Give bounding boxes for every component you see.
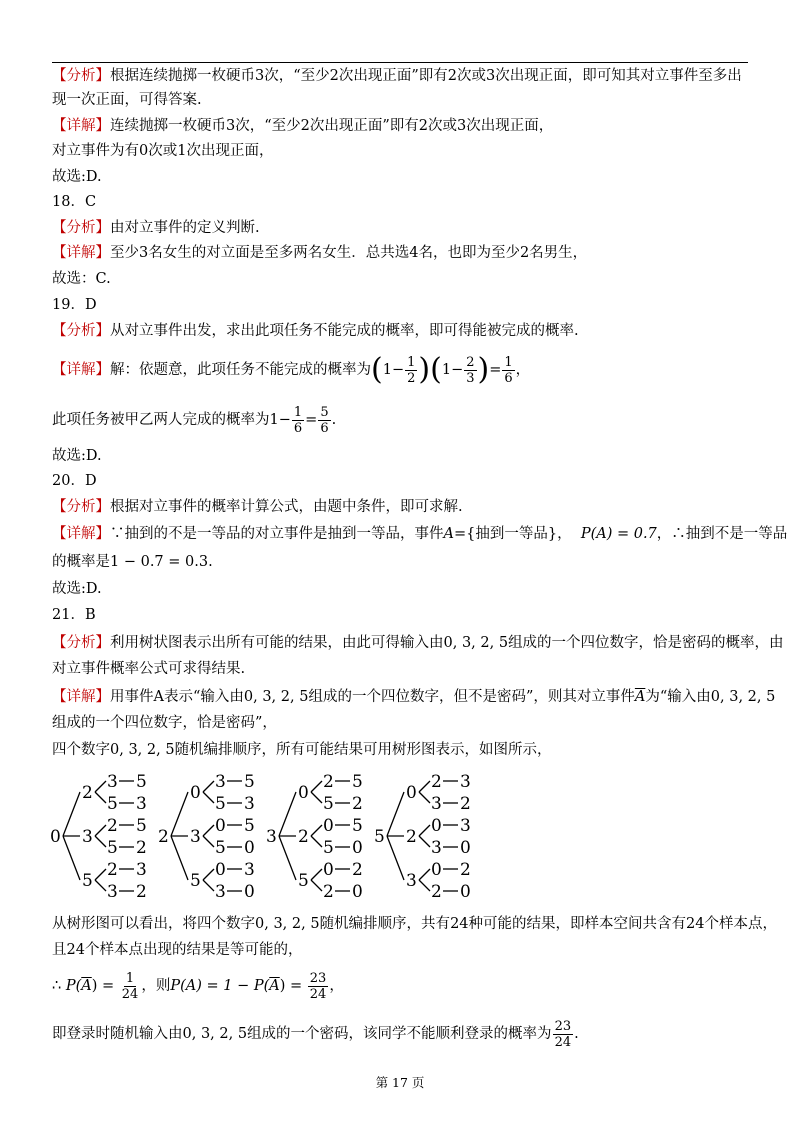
analysis-tag: 【分析】 xyxy=(52,323,110,339)
tree-leaf: 0 xyxy=(460,882,471,902)
tree-leaf: 3 xyxy=(460,816,471,836)
tree-leaf: 5 xyxy=(136,772,147,792)
tree-node: 5 xyxy=(82,871,93,891)
tree-root: 2 xyxy=(158,827,169,847)
q18-analysis: 【分析】由对立事件的定义判断. xyxy=(52,220,260,236)
tree-leaf: 2 xyxy=(431,772,442,792)
tree-leaf: 3 xyxy=(244,794,255,814)
q21-final: 即登录时随机输入由0, 3, 2, 5组成的一个密码，该同学不能顺利登录的概率为 $\frac{23}{24}$ . xyxy=(52,1018,579,1050)
page-footer: 第 17 页 xyxy=(375,1075,425,1090)
tree-leaf: 2 xyxy=(107,860,118,880)
tree-leaf: 2 xyxy=(352,860,363,880)
tree-leaf: 2 xyxy=(107,816,118,836)
formula-pa: P(A) = 0.7 xyxy=(580,526,657,542)
tree-branch xyxy=(311,869,322,880)
tree-leaf: 0 xyxy=(431,860,442,880)
tree-branch xyxy=(203,825,214,836)
tree-leaf: 3 xyxy=(215,772,226,792)
tree-leaf: 2 xyxy=(431,882,442,902)
formula-fail-prob: (1− $\frac{1}{2}$ )(1− $\frac{2}{3}$ )= $\frac{1}{6}$ ， xyxy=(371,352,531,387)
tree-branch xyxy=(95,825,106,836)
tree-branch xyxy=(419,880,430,891)
tree-branch xyxy=(95,781,106,792)
tree-leaf: 0 xyxy=(323,860,334,880)
tree-leaf: 5 xyxy=(215,794,226,814)
analysis-tag: 【分析】 xyxy=(52,68,110,84)
tree-diagram xyxy=(50,770,500,905)
tree-node: 3 xyxy=(82,827,93,847)
tree-leaf: 3 xyxy=(107,882,118,902)
tree-branch xyxy=(171,792,188,836)
tree-branch xyxy=(419,825,430,836)
q17-detail-line1 xyxy=(52,116,748,136)
detail-tag: 【详解】 xyxy=(52,245,110,261)
tree-leaf: 0 xyxy=(215,816,226,836)
tree-leaf: 2 xyxy=(323,882,334,902)
tree-leaf: 0 xyxy=(244,882,255,902)
tree-branch xyxy=(63,792,80,836)
tree-leaf: 5 xyxy=(352,816,363,836)
tree-branch xyxy=(203,880,214,891)
tree-leaf: 3 xyxy=(136,794,147,814)
tree-branch xyxy=(419,792,430,803)
q21-analysis-line2: 对立事件概率公式可求得结果. xyxy=(52,661,246,677)
tree-leaf: 2 xyxy=(136,838,147,858)
q19-choice: 故选:D. xyxy=(52,448,102,464)
tree-branch xyxy=(311,836,322,847)
tree-branch xyxy=(95,836,106,847)
q21-detail-line1: 【详解】用事件A表示“输入由0, 3, 2, 5组成的一个四位数字，但不是密码”，则其对立事件$\overline{A}$为“输入由0, 3, 2, 5 xyxy=(52,689,776,705)
tree-leaf: 0 xyxy=(352,838,363,858)
fraction-23-24: $\frac{23}{24}$ xyxy=(309,970,327,1002)
tree-branch xyxy=(419,869,430,880)
q21-analysis-line1: 【分析】利用树状图表示出所有可能的结果，由此可得输入由0, 3, 2, 5组成的一个四位数字，恰是密码的概率，由 xyxy=(52,635,784,651)
tree-node: 0 xyxy=(298,783,309,803)
tree-leaf: 5 xyxy=(215,838,226,858)
tree-node: 0 xyxy=(406,783,417,803)
tree-branch xyxy=(95,880,106,891)
q18-detail: 【详解】至少3名女生的对立面是至多两名女生．总共选4名，也即为至少2名男生， xyxy=(52,245,588,261)
detail-tag: 【详解】 xyxy=(52,689,110,705)
tree-node: 2 xyxy=(82,783,93,803)
tree-leaf: 2 xyxy=(460,794,471,814)
tree-leaf: 0 xyxy=(352,882,363,902)
q20-detail-line2: 的概率是1 − 0.7 = 0.3. xyxy=(52,554,213,570)
q20-analysis: 【分析】根据对立事件的概率计算公式，由题中条件，即可求解. xyxy=(52,499,463,515)
tree-leaf: 0 xyxy=(323,816,334,836)
q21-detail-line3: 四个数字0, 3, 2, 5随机编排顺序，所有可能结果可用树形图表示，如图所示， xyxy=(52,742,552,758)
tree-leaf: 5 xyxy=(244,772,255,792)
q18-number: 18．C xyxy=(52,194,97,210)
tree-leaf: 3 xyxy=(136,860,147,880)
header-rule xyxy=(52,62,748,63)
tree-leaf: 5 xyxy=(323,794,334,814)
q21-detail-line4: 从树形图可以看出，将四个数字0, 3, 2, 5随机编排顺序，共有24种可能的结果，即样本空间共含有24个样本点， xyxy=(52,916,777,932)
tree-leaf: 3 xyxy=(431,794,442,814)
analysis-text: 根据连续抛掷一枚硬币3次，“至少2次出现正面”即有2次或3次出现正面，即可知其对立事件至多出 xyxy=(110,68,742,84)
tree-branch xyxy=(95,792,106,803)
q21-number: 21．B xyxy=(52,607,96,623)
tree-branch xyxy=(311,781,322,792)
tree-node: 5 xyxy=(298,871,309,891)
tree-leaf: 3 xyxy=(244,860,255,880)
tree-leaf: 0 xyxy=(244,838,255,858)
tree-leaf: 5 xyxy=(107,838,118,858)
tree-root: 3 xyxy=(266,827,277,847)
q17-detail-line2 xyxy=(52,141,748,161)
q20-detail-line1: 【详解】∵抽到的不是一等品的对立事件是抽到一等品，事件A={抽到一等品}， P(A) = 0.7，∴抽到不是一等品 xyxy=(52,526,788,542)
tree-branch xyxy=(203,792,214,803)
tree-leaf: 2 xyxy=(352,794,363,814)
q19-complete-prob: 此项任务被甲乙两人完成的概率为1− $\frac{1}{6}$ = $\frac{5}{6}$ . xyxy=(52,404,337,436)
tree-leaf: 3 xyxy=(460,772,471,792)
tree-root: 0 xyxy=(50,827,61,847)
q19-number: 19．D xyxy=(52,297,97,313)
q17-choice: 故选:D. xyxy=(52,169,102,185)
tree-node: 5 xyxy=(190,871,201,891)
tree-branch xyxy=(63,836,80,880)
tree-leaf: 0 xyxy=(460,838,471,858)
tree-leaf: 2 xyxy=(460,860,471,880)
tree-leaf: 3 xyxy=(107,772,118,792)
tree-branch xyxy=(311,825,322,836)
tree-branch xyxy=(279,792,296,836)
tree-leaf: 0 xyxy=(215,860,226,880)
tree-branch xyxy=(419,781,430,792)
tree-leaf: 2 xyxy=(136,882,147,902)
tree-leaf: 5 xyxy=(244,816,255,836)
q18-choice: 故选：C. xyxy=(52,271,111,287)
detail-tag: 【详解】 xyxy=(52,362,110,378)
analysis-tag: 【分析】 xyxy=(52,499,110,515)
tree-branch xyxy=(95,869,106,880)
analysis-tag: 【分析】 xyxy=(52,635,110,651)
tree-leaf: 5 xyxy=(352,772,363,792)
detail-tag: 【详解】 xyxy=(52,118,110,134)
q17-analysis-line1 xyxy=(52,66,748,86)
formula-complete-prob: 1− $\frac{1}{6}$ = $\frac{5}{6}$ . xyxy=(269,404,337,436)
tree-leaf: 0 xyxy=(431,816,442,836)
tree-leaf: 5 xyxy=(136,816,147,836)
tree-node: 2 xyxy=(298,827,309,847)
analysis-tag: 【分析】 xyxy=(52,220,110,236)
formula-calc: 1 − 0.7 = 0.3 xyxy=(110,554,209,570)
tree-branch xyxy=(171,836,188,880)
tree-node: 3 xyxy=(406,871,417,891)
tree-leaf: 5 xyxy=(107,794,118,814)
tree-branch xyxy=(279,836,296,880)
fraction-1-24: $\frac{1}{24}$ xyxy=(121,970,139,1002)
q21-detail-line5: 且24个样本点出现的结果是等可能的， xyxy=(52,942,303,958)
fraction-23-24-final: $\frac{23}{24}$ xyxy=(554,1018,572,1050)
q20-number: 20．D xyxy=(52,473,97,489)
tree-branch xyxy=(311,880,322,891)
q19-analysis: 【分析】从对立事件出发，求出此项任务不能完成的概率，即可得能被完成的概率. xyxy=(52,323,579,339)
tree-branch xyxy=(203,781,214,792)
tree-leaf: 5 xyxy=(323,838,334,858)
q20-choice: 故选:D. xyxy=(52,581,102,597)
tree-leaf: 3 xyxy=(431,838,442,858)
tree-node: 0 xyxy=(190,783,201,803)
detail-text: 连续抛掷一枚硬币3次，“至少2次出现正面”即有2次或3次出现正面， xyxy=(110,118,554,134)
q19-detail: 【详解】解：依题意，此项任务不能完成的概率为(1− $\frac{1}{2}$ )(1− $\frac{2}{3}$ )= $\frac{1}{6}$ ， xyxy=(52,352,531,387)
tree-branch xyxy=(387,836,404,880)
tree-branch xyxy=(387,792,404,836)
tree-branch xyxy=(203,869,214,880)
tree-branch xyxy=(203,836,214,847)
tree-branch xyxy=(311,792,322,803)
tree-root: 5 xyxy=(374,827,385,847)
tree-node: 3 xyxy=(190,827,201,847)
q21-probabilities: ∴ $P(\overline{A})$ = $\frac{1}{24}$ ，则$P(A) = 1 - P(\overline{A})$ = $\frac{23}{24}$ ， xyxy=(52,970,344,1002)
analysis-text: 现一次正面，可得答案. xyxy=(52,92,202,108)
q21-detail-line2: 组成的一个四位数字，恰是密码”， xyxy=(52,715,277,731)
q17-analysis-line2 xyxy=(52,90,748,110)
tree-leaf: 2 xyxy=(323,772,334,792)
detail-text: 对立事件为有0次或1次出现正面， xyxy=(52,143,274,159)
tree-leaf: 3 xyxy=(215,882,226,902)
detail-tag: 【详解】 xyxy=(52,526,110,542)
tree-node: 2 xyxy=(406,827,417,847)
tree-branch xyxy=(419,836,430,847)
